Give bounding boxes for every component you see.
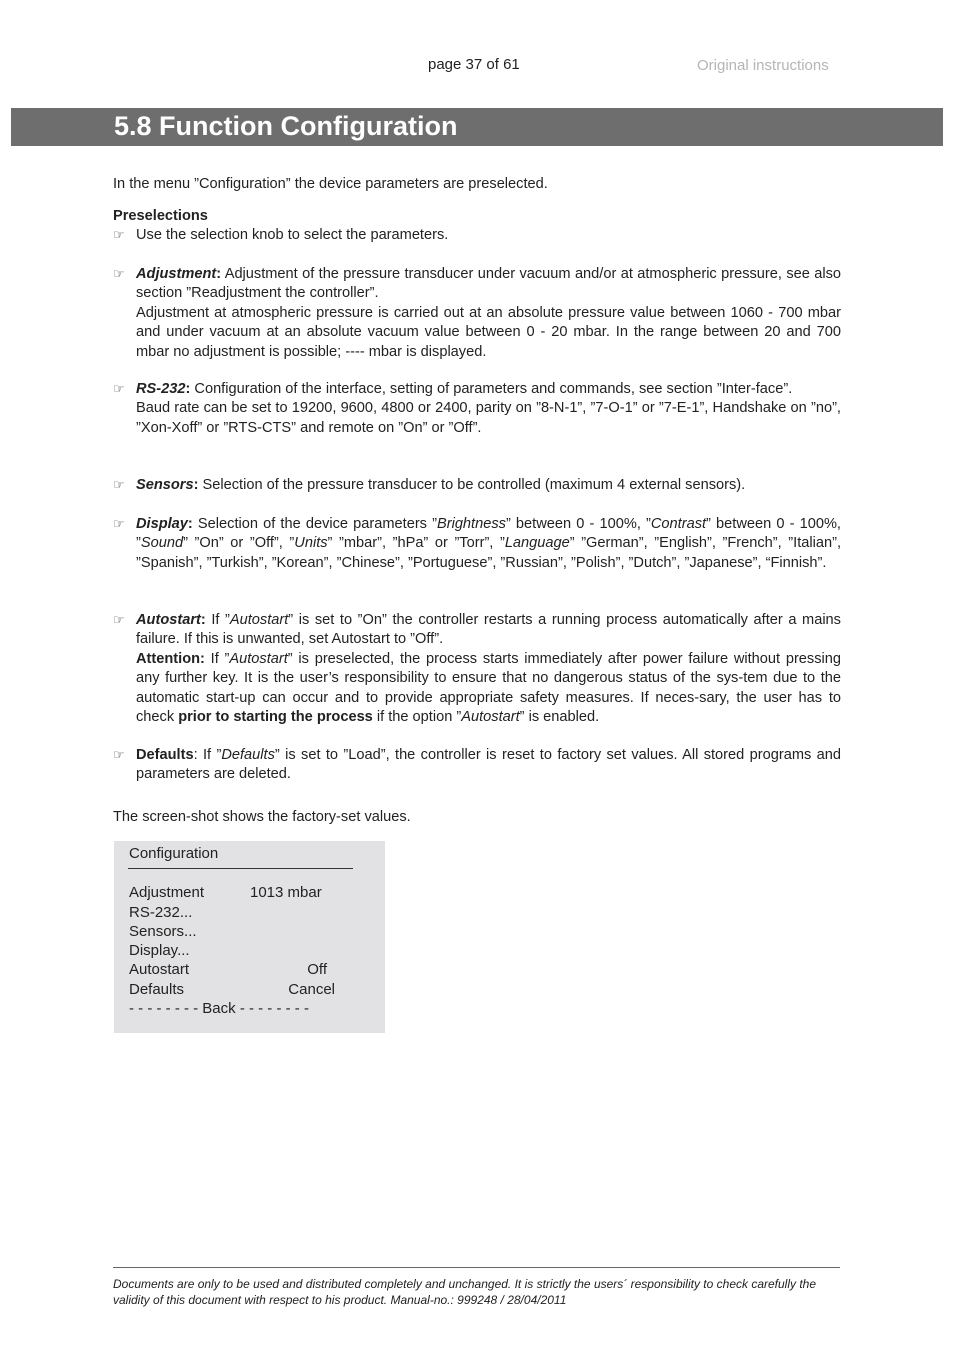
intro-paragraph: In the menu ”Configuration” the device parameters are preselected. <box>113 176 548 192</box>
preselections-heading: Preselections <box>113 208 208 224</box>
pointing-hand-icon: ☞ <box>113 517 125 532</box>
menu-item-value: 1013 mbar <box>250 884 322 901</box>
document-type-label: Original instructions <box>697 57 829 74</box>
contrast-term: Contrast <box>650 516 707 532</box>
menu-item-display[interactable] <box>129 941 359 960</box>
autostart-term: Autostart <box>461 709 520 726</box>
list-item-display <box>113 515 841 573</box>
display-text: ” ”German”, ”English”, ”French”, ”Italian”, ”Spanish”, ”Turkish”, ”Korean”, ”Chinese”, ”Portuguese”, ”Russian”, ”Polish”, ”Dutch”, ”Japanese”, “Finnish”. <box>136 535 842 571</box>
defaults-text: : If ” <box>193 747 222 763</box>
display-label: Display <box>136 516 188 532</box>
rs232-label: RS-232 <box>136 381 186 397</box>
menu-item-autostart[interactable] <box>129 960 359 979</box>
section-title: 5.8 Function Configuration <box>114 111 458 141</box>
menu-item-value: Cancel <box>288 981 335 998</box>
display-text: Selection of the device parameters ” <box>192 516 437 532</box>
colon: : <box>185 381 191 397</box>
list-item-defaults <box>113 746 841 785</box>
screen-divider <box>128 868 353 869</box>
menu-item-defaults[interactable] <box>129 980 359 999</box>
list-item-autostart <box>113 611 841 727</box>
menu-item-label: Autostart <box>129 961 190 978</box>
screenshot-caption: The screen-shot shows the factory-set values. <box>113 809 411 825</box>
menu-item-label: Defaults <box>129 981 185 998</box>
pointing-hand-icon: ☞ <box>113 267 125 282</box>
menu-item-label: Display... <box>129 942 190 959</box>
menu-item-adjustment[interactable] <box>129 883 359 902</box>
preselections-hint: Use the selection knob to select the parameters. <box>136 227 449 243</box>
colon: : <box>193 477 199 493</box>
menu-item-label: Adjustment <box>129 884 205 901</box>
pointing-hand-icon: ☞ <box>113 382 125 397</box>
defaults-text: ” is set to ”Load”, the controller is reset to factory set values. All stored programs and parameters are deleted. <box>136 747 841 783</box>
footer-divider <box>113 1267 840 1268</box>
page-number: page 37 of 61 <box>428 56 520 73</box>
menu-item-label: Sensors... <box>129 923 197 940</box>
pointing-hand-icon: ☞ <box>113 613 125 628</box>
autostart-text: ” is preselected, the process starts immediately after power failure without pressing any further key. It is the user’s responsibility to ensure that no dangerous status of the sys-tem due to the automatic start-up can occur and to provide appropriate safety measures. If neces-sary, the user has to check <box>136 650 841 726</box>
menu-item-label: - - - - - - - - Back - - - - - - - - <box>129 1000 309 1017</box>
autostart-term: Autostart <box>229 612 289 628</box>
language-term: Language <box>504 535 570 552</box>
defaults-term: Defaults <box>221 747 275 763</box>
menu-item-label: RS-232... <box>129 904 193 921</box>
autostart-text: If ” <box>204 650 230 667</box>
attention-label: Attention: <box>136 650 205 667</box>
autostart-term: Autostart <box>229 650 288 667</box>
prior-to-starting-emphasis: prior to starting the process <box>178 709 373 726</box>
display-text: ” between 0 - 100%, ” <box>136 516 841 552</box>
autostart-text: if the option ” <box>372 709 462 726</box>
section-title-bar <box>11 108 943 146</box>
footer-disclaimer: Documents are only to be used and distributed completely and unchanged. It is strictly the users´ responsibility to check carefully the validity of this document with respect to his product. Manual-no.: 999248 / 28/04/2011 <box>113 1277 817 1307</box>
menu-item-sensors[interactable] <box>129 922 359 941</box>
autostart-text: ” is enabled. <box>519 709 600 726</box>
sensors-label: Sensors <box>136 477 194 493</box>
menu-item-back[interactable] <box>129 999 359 1018</box>
colon: : <box>187 516 193 532</box>
colon: : <box>200 612 206 628</box>
rs232-details: Baud rate can be set to 19200, 9600, 4800 or 2400, parity on ”8-N-1”, ”7-O-1” or ”7-E-1”, Handshake on ”no”, ”Xon-Xoff” or ”RTS-CTS” and remote on ”On” or ”Off”. <box>136 400 841 436</box>
autostart-text: If ” <box>205 612 230 628</box>
display-text: ” ”mbar”, ”hPa” or ”Torr”, ” <box>327 535 505 552</box>
units-term: Units <box>294 535 328 552</box>
sound-term: Sound <box>140 535 184 552</box>
autostart-text: ” is set to ”On” the controller restarts a running process automatically after a mains failure. If this is unwanted, set Autostart to ”Off”. <box>136 612 841 648</box>
menu-item-rs232[interactable] <box>129 903 359 922</box>
list-item-selection-knob <box>113 226 841 245</box>
rs232-text: Configuration of the interface, setting of parameters and commands, see section ”Inter-face”. <box>190 381 793 397</box>
autostart-label: Autostart <box>136 612 201 628</box>
pointing-hand-icon: ☞ <box>113 748 125 763</box>
sensors-text: Selection of the pressure transducer to be controlled (maximum 4 external sensors). <box>198 477 746 493</box>
list-item-rs232 <box>113 380 841 438</box>
display-text: ” between 0 - 100%, ” <box>505 516 651 532</box>
adjustment-details: Adjustment at atmospheric pressure is carried out at an absolute pressure value between 1060 - 700 mbar and under vacuum at an absolute vacuum value between 0 - 20 mbar. In the range between 20 and 700 mbar no adjustment is possible; ---- mbar is displayed. <box>136 304 841 360</box>
pointing-hand-icon: ☞ <box>113 478 125 493</box>
adjustment-label: Adjustment <box>136 266 217 282</box>
screen-title: Configuration <box>129 845 219 862</box>
adjustment-text: Adjustment of the pressure transducer under vacuum and/or at atmospheric pressure, see also section ”Readjustment the controller”. <box>136 266 841 302</box>
pointing-hand-icon: ☞ <box>113 228 125 243</box>
list-item-adjustment <box>113 265 841 362</box>
configuration-screen <box>114 841 385 1033</box>
display-text: ” ”On” or ”Off”, ” <box>183 535 295 552</box>
menu-item-value: Off <box>307 961 327 978</box>
list-item-sensors <box>113 476 841 495</box>
brightness-term: Brightness <box>436 516 506 532</box>
colon: : <box>216 266 222 282</box>
defaults-label: Defaults <box>136 747 194 763</box>
